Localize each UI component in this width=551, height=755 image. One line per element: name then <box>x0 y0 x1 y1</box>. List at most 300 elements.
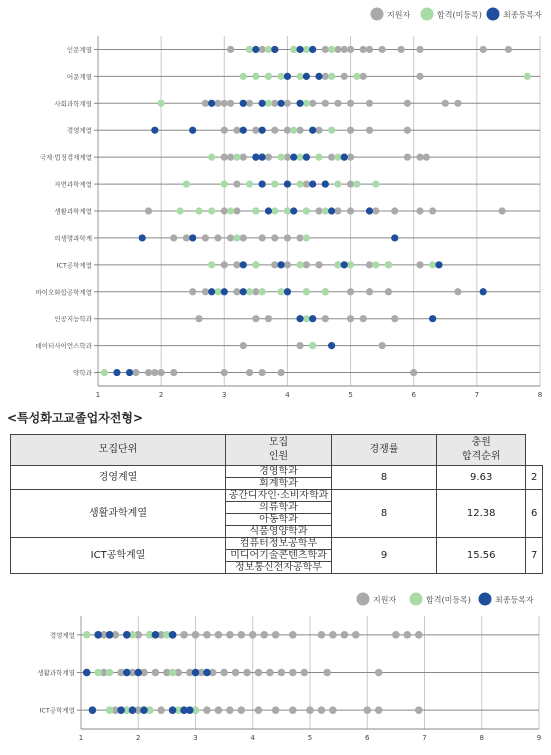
applicant-dot <box>259 46 266 53</box>
applicant-dot <box>260 631 268 639</box>
applicant-dot <box>318 631 326 639</box>
applicant-dot <box>255 669 263 677</box>
legend-passed-label: 합격(미등록) <box>437 10 482 20</box>
enrolled-dot <box>309 127 316 134</box>
category-label: 생활과학계열 <box>54 207 92 216</box>
applicant-dot <box>328 154 335 161</box>
x-tick-label: 1 <box>95 391 101 399</box>
legend-enrolled-label: 최종등록자 <box>495 595 534 605</box>
passed-dot <box>303 207 310 214</box>
applicant-dot <box>289 631 297 639</box>
enrolled-dot <box>296 100 303 107</box>
passed-dot <box>309 342 316 349</box>
quota-cell: 8 <box>332 466 437 490</box>
passed-dot <box>169 669 177 677</box>
enrolled-dot <box>192 669 200 677</box>
passed-dot <box>233 154 240 161</box>
applicant-dot <box>454 100 461 107</box>
enrolled-dot <box>123 631 131 639</box>
applicant-dot <box>300 669 308 677</box>
enrolled-dot <box>290 154 297 161</box>
applicant-dot <box>233 288 240 295</box>
legend-enrolled-swatch <box>479 593 492 606</box>
applicant-dot <box>170 369 177 376</box>
applicant-dot <box>303 180 310 187</box>
passed-dot <box>353 73 360 80</box>
passed-dot <box>259 288 266 295</box>
enrolled-dot <box>140 706 148 714</box>
passed-dot <box>101 369 108 376</box>
enrolled-dot <box>126 369 133 376</box>
passed-dot <box>278 73 285 80</box>
legend-enrolled-label: 최종등록자 <box>503 10 542 20</box>
applicant-dot <box>296 342 303 349</box>
passed-dot <box>328 46 335 53</box>
applicant-dot <box>259 369 266 376</box>
applicant-dot <box>249 631 257 639</box>
applicant-dot <box>341 631 349 639</box>
applicant-dot <box>215 706 223 714</box>
enrolled-dot <box>203 669 211 677</box>
enrolled-dot <box>259 180 266 187</box>
applicant-dot <box>233 180 240 187</box>
applicant-dot <box>323 669 331 677</box>
passed-dot <box>246 288 253 295</box>
applicant-dot <box>480 46 487 53</box>
passed-dot <box>328 73 335 80</box>
applicant-dot <box>347 46 354 53</box>
passed-dot <box>303 315 310 322</box>
applicant-dot <box>410 369 417 376</box>
category-label: 의생명과학계 <box>54 234 92 243</box>
passed-dot <box>328 127 335 134</box>
applicant-dot <box>271 234 278 241</box>
enrolled-dot <box>259 127 266 134</box>
applicant-dot <box>404 631 412 639</box>
applicant-dot <box>240 154 247 161</box>
applicant-dot <box>284 127 291 134</box>
passed-dot <box>284 207 291 214</box>
enrolled-dot <box>89 706 97 714</box>
enrolled-dot <box>134 669 142 677</box>
applicant-dot <box>423 154 430 161</box>
applicant-dot <box>226 706 234 714</box>
passed-dot <box>353 180 360 187</box>
passed-dot <box>94 669 102 677</box>
applicant-dot <box>278 669 286 677</box>
applicant-dot <box>265 315 272 322</box>
applicant-dot <box>252 127 259 134</box>
category-label: 국제·법정경제계열 <box>39 153 92 162</box>
x-tick-label: 7 <box>422 734 427 742</box>
category-label: 사회과학계열 <box>54 99 92 108</box>
applicant-dot <box>366 127 373 134</box>
enrolled-dot <box>315 73 322 80</box>
passed-dot <box>278 154 285 161</box>
applicant-dot <box>385 288 392 295</box>
enrolled-dot <box>123 669 131 677</box>
enrolled-dot <box>309 180 316 187</box>
legend-applicant-label: 지원자 <box>373 595 397 605</box>
category-label: 인문계열 <box>66 45 92 54</box>
enrolled-dot <box>169 631 177 639</box>
enrolled-dot <box>271 46 278 53</box>
enrolled-dot <box>94 631 102 639</box>
admission-table <box>10 434 543 574</box>
applicant-dot <box>246 100 253 107</box>
legend-passed-label: 합격(미등록) <box>426 595 471 605</box>
passed-dot <box>524 73 531 80</box>
applicant-dot <box>303 261 310 268</box>
x-tick-label: 4 <box>250 734 255 742</box>
enrolled-dot <box>189 127 196 134</box>
applicant-dot <box>366 100 373 107</box>
applicant-dot <box>170 234 177 241</box>
applicant-dot <box>215 631 223 639</box>
enrolled-dot <box>366 207 373 214</box>
applicant-dot <box>233 127 240 134</box>
passed-dot <box>290 127 297 134</box>
applicant-dot <box>266 669 274 677</box>
col-header-unit: 모집단위 <box>11 435 226 466</box>
category-label: 어문계열 <box>66 72 92 81</box>
applicant-dot <box>252 315 259 322</box>
applicant-dot <box>284 261 291 268</box>
passed-dot <box>322 207 329 214</box>
group-name: 경영계열 <box>11 466 226 490</box>
col-header-rank <box>437 435 526 466</box>
applicant-dot <box>322 73 329 80</box>
category-label: 자연과학계열 <box>54 180 92 189</box>
applicant-dot <box>404 100 411 107</box>
applicant-dot <box>272 631 280 639</box>
passed-dot <box>252 73 259 80</box>
major-cell: 식품영양학과 <box>226 526 332 538</box>
applicant-dot <box>499 207 506 214</box>
applicant-dot <box>202 234 209 241</box>
applicant-dot <box>347 154 354 161</box>
ratio-cell: 12.38 <box>437 490 526 538</box>
passed-dot <box>246 180 253 187</box>
enrolled-dot <box>480 288 487 295</box>
enrolled-dot <box>309 315 316 322</box>
applicant-dot <box>214 234 221 241</box>
enrolled-dot <box>83 669 91 677</box>
applicant-dot <box>252 288 259 295</box>
applicant-dot <box>360 73 367 80</box>
legend-applicant-swatch <box>371 8 384 21</box>
applicant-dot <box>265 154 272 161</box>
applicant-dot <box>271 261 278 268</box>
enrolled-dot <box>152 631 160 639</box>
applicant-dot <box>334 207 341 214</box>
applicant-dot <box>315 207 322 214</box>
enrolled-dot <box>309 46 316 53</box>
applicant-dot <box>415 631 423 639</box>
applicant-dot <box>454 288 461 295</box>
enrolled-dot <box>303 73 310 80</box>
major-cell: 미디어기술콘텐츠학과 <box>226 550 332 562</box>
applicant-dot <box>322 100 329 107</box>
x-tick-label: 8 <box>479 734 484 742</box>
legend-enrolled-swatch <box>487 8 500 21</box>
applicant-dot <box>315 127 322 134</box>
passed-dot <box>227 207 234 214</box>
applicant-dot <box>189 288 196 295</box>
enrolled-dot <box>208 288 215 295</box>
applicant-dot <box>227 234 234 241</box>
category-label: 바이오화합공학계열 <box>35 288 92 297</box>
category-label: 인공지능학과 <box>54 315 92 324</box>
applicant-dot <box>363 706 371 714</box>
passed-dot <box>303 46 310 53</box>
enrolled-dot <box>259 154 266 161</box>
applicant-dot <box>183 234 190 241</box>
passed-dot <box>240 73 247 80</box>
enrolled-dot <box>284 288 291 295</box>
passed-dot <box>83 631 91 639</box>
passed-dot <box>233 234 240 241</box>
enrolled-dot <box>341 261 348 268</box>
x-tick-label: 9 <box>536 734 542 742</box>
applicant-dot <box>271 100 278 107</box>
x-tick-label: 2 <box>158 391 164 399</box>
quota-cell: 8 <box>332 490 437 538</box>
passed-dot <box>303 288 310 295</box>
applicant-dot <box>221 369 228 376</box>
enrolled-dot <box>322 180 329 187</box>
enrolled-dot <box>284 73 291 80</box>
passed-dot <box>315 154 322 161</box>
x-tick-label: 3 <box>222 391 227 399</box>
passed-dot <box>214 288 221 295</box>
rank-cell: 7 <box>526 538 543 574</box>
category-label: 생활과학계열 <box>37 669 75 677</box>
legend-passed-swatch <box>421 8 434 21</box>
enrolled-dot <box>240 127 247 134</box>
table-row <box>11 538 543 550</box>
applicant-dot <box>221 100 228 107</box>
ratio-cell: 9.63 <box>437 466 526 490</box>
table-row <box>11 490 543 502</box>
bottom-dot-chart <box>0 588 551 755</box>
applicant-dot <box>227 154 234 161</box>
category-label: ICT공학계열 <box>56 261 92 270</box>
ratio-cell: 15.56 <box>437 538 526 574</box>
applicant-dot <box>404 127 411 134</box>
applicant-dot <box>391 207 398 214</box>
passed-dot <box>265 73 272 80</box>
applicant-dot <box>289 706 297 714</box>
applicant-dot <box>151 369 158 376</box>
passed-dot <box>252 261 259 268</box>
table-row <box>11 466 543 478</box>
enrolled-dot <box>328 207 335 214</box>
applicant-dot <box>366 288 373 295</box>
applicant-dot <box>233 207 240 214</box>
passed-dot <box>372 180 379 187</box>
enrolled-dot <box>208 100 215 107</box>
major-cell: 경영학과 <box>226 466 332 478</box>
passed-dot <box>208 154 215 161</box>
applicant-dot <box>347 207 354 214</box>
applicant-dot <box>416 154 423 161</box>
applicant-dot <box>366 261 373 268</box>
applicant-dot <box>221 127 228 134</box>
section-title: <특성화고교졸업자전형> <box>7 411 144 425</box>
applicant-dot <box>132 369 139 376</box>
applicant-dot <box>375 706 383 714</box>
x-tick-label: 3 <box>193 734 198 742</box>
applicant-dot <box>221 261 228 268</box>
applicant-dot <box>306 706 314 714</box>
passed-dot <box>385 261 392 268</box>
passed-dot <box>296 73 303 80</box>
applicant-dot <box>232 669 240 677</box>
passed-dot <box>252 207 259 214</box>
enrolled-dot <box>278 100 285 107</box>
enrolled-dot <box>296 315 303 322</box>
enrolled-dot <box>169 706 177 714</box>
applicant-dot <box>220 669 228 677</box>
x-tick-label: 5 <box>307 734 313 742</box>
rank-line-2: 합격순위 <box>461 451 501 462</box>
applicant-dot <box>157 706 165 714</box>
passed-dot <box>246 46 253 53</box>
enrolled-dot <box>106 631 114 639</box>
applicant-dot <box>329 706 337 714</box>
passed-dot <box>347 261 354 268</box>
applicant-dot <box>214 100 221 107</box>
major-cell: 회계학과 <box>226 478 332 490</box>
passed-dot <box>195 207 202 214</box>
applicant-dot <box>379 46 386 53</box>
applicant-dot <box>334 100 341 107</box>
applicant-dot <box>352 631 360 639</box>
enrolled-dot <box>303 154 310 161</box>
applicant-dot <box>145 207 152 214</box>
applicant-dot <box>284 234 291 241</box>
applicant-dot <box>379 342 386 349</box>
enrolled-dot <box>284 180 291 187</box>
x-tick-label: 6 <box>365 734 370 742</box>
applicant-dot <box>271 127 278 134</box>
applicant-dot <box>347 288 354 295</box>
x-tick-label: 5 <box>348 391 353 399</box>
category-label: ICT공학계열 <box>39 706 75 715</box>
applicant-dot <box>296 234 303 241</box>
applicant-dot <box>238 706 246 714</box>
category-label: 경영계열 <box>66 126 92 135</box>
x-tick-label: 7 <box>474 391 480 399</box>
x-tick-label: 2 <box>136 734 141 742</box>
applicant-dot <box>221 154 228 161</box>
major-cell: 공간디자인·소비자학과 <box>226 490 332 502</box>
rank-cell: 6 <box>526 490 543 538</box>
x-tick-label: 1 <box>78 734 84 742</box>
applicant-dot <box>392 631 400 639</box>
passed-dot <box>271 180 278 187</box>
rank-cell: 2 <box>526 466 543 490</box>
enrolled-dot <box>290 207 297 214</box>
applicant-dot <box>195 315 202 322</box>
applicant-dot <box>416 207 423 214</box>
category-label: 데이터사이언스학과 <box>35 342 92 351</box>
major-cell: 의류학과 <box>226 502 332 514</box>
applicant-dot <box>416 261 423 268</box>
passed-dot <box>158 100 165 107</box>
passed-dot <box>106 669 114 677</box>
legend-passed-swatch <box>410 593 423 606</box>
enrolled-dot <box>129 706 137 714</box>
enrolled-dot <box>189 234 196 241</box>
applicant-dot <box>243 669 251 677</box>
passed-dot <box>334 180 341 187</box>
passed-dot <box>278 288 285 295</box>
passed-dot <box>303 234 310 241</box>
applicant-dot <box>284 154 291 161</box>
table-header-row <box>11 435 543 466</box>
applicant-dot <box>442 100 449 107</box>
applicant-dot <box>416 46 423 53</box>
passed-dot <box>271 207 278 214</box>
enrolled-dot <box>252 154 259 161</box>
major-cell: 아동학과 <box>226 514 332 526</box>
passed-dot <box>290 46 297 53</box>
passed-dot <box>221 180 228 187</box>
passed-dot <box>183 180 190 187</box>
group-name: 생활과학계열 <box>11 490 226 538</box>
enrolled-dot <box>240 261 247 268</box>
enrolled-dot <box>240 100 247 107</box>
passed-dot <box>334 261 341 268</box>
enrolled-dot <box>278 261 285 268</box>
major-cell: 컴퓨터정보공학부 <box>226 538 332 550</box>
applicant-dot <box>322 315 329 322</box>
passed-dot <box>265 100 272 107</box>
applicant-dot <box>315 261 322 268</box>
applicant-dot <box>404 154 411 161</box>
passed-dot <box>296 261 303 268</box>
enrolled-dot <box>113 369 120 376</box>
enrolled-dot <box>296 46 303 53</box>
group-name: ICT공학계열 <box>11 538 226 574</box>
legend-applicant-label: 지원자 <box>387 10 411 20</box>
quota-cell: 9 <box>332 538 437 574</box>
col-header-ratio: 경쟁률 <box>332 435 437 466</box>
x-tick-label: 6 <box>411 391 416 399</box>
passed-dot <box>208 207 215 214</box>
col-header-quota <box>226 435 332 466</box>
applicant-dot <box>360 315 367 322</box>
applicant-dot <box>240 234 247 241</box>
applicant-dot <box>259 234 266 241</box>
passed-dot <box>106 706 114 714</box>
applicant-dot <box>391 315 398 322</box>
enrolled-dot <box>221 288 228 295</box>
category-label: 경영계열 <box>49 631 75 640</box>
applicant-dot <box>347 127 354 134</box>
applicant-dot <box>246 369 253 376</box>
category-label: 약학과 <box>73 369 92 378</box>
major-cell: 정보통신전자공학부 <box>226 562 332 574</box>
enrolled-dot <box>151 127 158 134</box>
applicant-dot <box>240 342 247 349</box>
passed-dot <box>334 154 341 161</box>
applicant-dot <box>152 669 160 677</box>
enrolled-dot <box>252 46 259 53</box>
applicant-dot <box>180 631 188 639</box>
